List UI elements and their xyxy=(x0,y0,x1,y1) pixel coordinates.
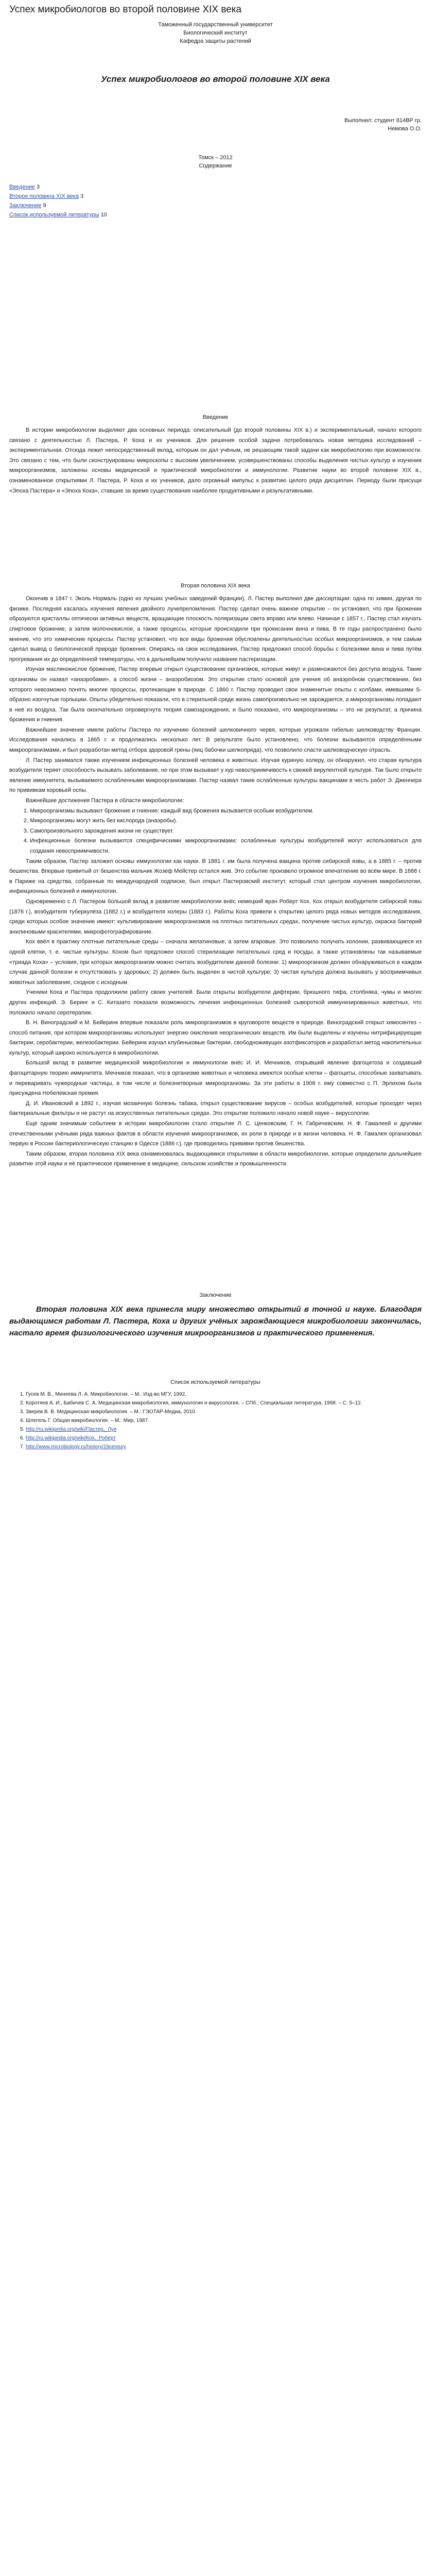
contents-label: Содержание xyxy=(199,163,232,169)
achievements-list xyxy=(9,806,422,857)
paragraph: Ещё одним значимым событием в истории микробиологии стало открытие Л. С. Ценковским, Г. Н. Габричевским, Н. Ф. Гамалеей и другими отечественными учёными ряда важных фактов в области изучения микроорганизмов, их роли в природе и в жизни человека. Н. Ф. Гамалея организовал первую в России бактериологическую станцию в Одессе (1886 г.), где проводились прививки против бешенства. xyxy=(9,1121,422,1147)
paragraph: Л. Пастер занимался также изучением инфекционных болезней человека и животных. Изучая куриную холеру, он обнаружил, что старая культура возбудителя теряет способность вызывать заболевание, но при этом вызывает у кур невосприимчивость к свежей вирулентной культуре. Так было открыто явление иммунитета, вызываемого ослабленными микроорганизмами. Пастер назвал такие ослабленные культуры вакцинами в честь работ Э. Дженнера по прививкам коровьей оспы. xyxy=(9,757,422,794)
literature-item: 3. Зверев В. В. Медицинская микробиология. – М.: ГЭОТАР-Медиа, 2010. xyxy=(26,1408,422,1416)
paragraph: Окончив в 1847 г. Эколь Нормаль (одно из лучших учебных заведений Франции), Л. Пастер выполнил две диссертации: одна по химии, другая по физике. Последняя касалась изучения явления двойного лучепреломления. Пастер сделал очень важное открытие – он установил, что при брожении образуются кристаллы оптически активных веществ, вращающие плоскость поляризации света вправо или влево. Начиная с 1857 г., Пастер стал изучать спиртовое брожение, а затем молочнокислое, а также процессы, которые происходили при прокисании вина и пива. В те годы распространено было мнение, что это химические процессы. Пастер установил, что все виды брожения обусловлены деятельностью особых микроорганизмов, и тем самым сделал вывод о биологической природе брожения. Опираясь на свои исследования, Пастер предложил способ борьбы с болезнями вина и пива путём прогревания их до определённой температуры, что в дальнейшем получило название пастеризации. xyxy=(9,596,422,663)
intro-text: В истории микробиологии выделяют два основных периода: описательный (до второй половины XIX в.) и экспериментальный, начало которого связано с деятельностью Л. Пастера, Р. Коха и их учеников. Для решения особой задачи потребовалась новая методика исследований – экспериментальная. Отсюда лежит непосредственный вклад, которым он дал учёным, не решающим такой задачи как микробиологию при возможности. Это связано с тем, что были сконструированы микроскопы с высоким увеличением, усовершенствованы способы выделения чистых культур и изучения микроорганизмов, заложены основы медицинской и практической микробиологии и иммунологии. Развитие науки во второй половине XIX в., ознаменованное открытиями Л. Пастера, Р. Коха и их учеников, дало огромный импульс к развитию целого ряда дисциплин. Периоду были присущи «Эпоха Пастера» и «Эпоха Коха», ставшие за время существования наиболее продуктивными и результативными. xyxy=(9,427,422,494)
paragraph: Таким образом, Пастер заложил основы иммунологии как науки. В 1881 г. им была получена вакцина против сибирской язвы, а в 1885 г. – против бешенства. Впервые привитый от бешенства мальчик Жозеф Мейстер остался жив. Это событие произвело огромное впечатление во всём мире. В 1888 г. в Париже на средства, собранные по международной подписке, был открыт Пастеровский институт, который стал центром изучения микробиологии, инфекционных болезней и иммунологии. xyxy=(9,858,422,895)
work-title: Успех микробиологов во второй половине XIX века xyxy=(101,74,330,84)
title-page xyxy=(9,21,422,45)
table-of-contents xyxy=(9,182,422,219)
literature-list xyxy=(9,1391,422,1451)
literature-link[interactable]: 5. http://ru.wikipedia.org/wiki/Пастер,_Луи xyxy=(26,1426,422,1433)
paragraph: Таким образом, вторая половина XIX века ознаменовалась выдающимися открытиями в области микробиологии, которые определили дальнейшее развитие этой науки и её практическое применение в медицине, сельском хозяйстве и промышленности. xyxy=(9,1150,422,1167)
university-name: Таможенный государственный университет xyxy=(158,22,273,28)
literature-item: 1. Гусев М. В., Минеева Л. А. Микробиология. – М.: Изд-во МГУ, 1992. xyxy=(26,1391,422,1398)
list-item: 4. Инфекционные болезни вызываются специфическими микроорганизмами; ослабленные культуры возбудителей могут использоваться для создания невосприимчивости. xyxy=(30,836,422,856)
paragraph: В. Н. Виноградский и М. Бейеринк впервые показали роль микроорганизмов в круговороте веществ в природе. Виноградский открыл хемосинтез – способ питания, при котором микроорганизмы используют энергию окисления неорганических веществ. Им были выделены и изучены нитрифицирующие бактерии, серобактерии, железобактерии. Бейеринк изучал клубеньковые бактерии, свободноживущих азотфиксаторов и разработал метод накопительных культур, который широко используется в микробиологии. xyxy=(9,1020,422,1056)
literature-link[interactable]: 6. http://ru.wikipedia.org/wiki/Кох,_Роберт xyxy=(26,1434,422,1442)
toc-item[interactable]: Второе половина XIX века 3 xyxy=(9,193,84,199)
author-label: Выполнил: студент 814ВР гр. xyxy=(344,117,422,124)
department-name: Кафедра защиты растений xyxy=(180,38,251,44)
toc-item[interactable]: Введение 3 xyxy=(9,184,40,190)
conclusion-heading: Заключение xyxy=(199,1292,232,1298)
paragraph: Большой вклад в развитие медицинской микробиологии и иммунологии внёс И. И. Мечников, открывший явление фагоцитоза и создавший фагоцитарную теорию иммунитета. Мечников показал, что в организме животных и человека имеются особые клетки – фагоциты, способные захватывать и переваривать чужеродные частицы, в том числе и болезнетворные микроорганизмы. За эти работы в 1908 г. ему совместно с П. Эрлихом была присуждена Нобелевская премия. xyxy=(9,1060,422,1097)
literature-link[interactable]: 7. http://www.microbiology.ru/history/19century xyxy=(26,1443,422,1451)
toc-item[interactable]: Список используемой литературы 10 xyxy=(9,212,108,218)
toc-item[interactable]: Заключение 9 xyxy=(9,202,46,209)
list-item: 2. Микроорганизмы могут жить без кислорода (анаэробы). xyxy=(30,816,422,826)
list-item: 1. Микроорганизмы вызывают брожение и гниение; каждый вид брожения вызывается особым возбудителем. xyxy=(30,806,422,817)
author-name: Немова О.О. xyxy=(388,126,422,132)
paragraph: Одновременно с Л. Пастером большой вклад в развитие микробиологии внёс немецкий врач Роберт Кох. Кох открыл возбудителя сибирской язвы (1876 г.), возбудителя туберкулёза (1882 г.) и возбудителя холеры (1883 г.). Работы Коха привели к открытию целого ряда новых методов исследования, среди которых особое значение имеют: культивирование микроорганизмов на плотных питательных средах, получение чистых культур, окраска бактерий анилиновыми красителями, микрофотографирование. xyxy=(9,898,422,935)
paragraph: Кох ввёл в практику плотные питательные среды – сначала желатиновые, а затем агаровые. Это позволило получать колонии, развивающиеся из одной клетки, т. е. чистые культуры. Кохом был предложен способ стерилизации питательных сред и посуды, а также установлены так называемые «триада Коха» – условия, при которых микроорганизм можно считать возбудителем данной болезни: 1) микроорганизм должен обнаруживаться в каждом случае данной болезни и отсутствовать у здоровых; 2) должен быть выделен в чистой культуре; 3) чистая культура должна вызывать у восприимчивых животных заболевание, сходное с исходным. xyxy=(9,939,422,986)
literature-heading: Список используемой литературы xyxy=(170,1379,260,1385)
literature-item: 4. Шлегель Г. Общая микробиология. – М.: Мир, 1987. xyxy=(26,1417,422,1425)
city-year: Томск – 2012 xyxy=(198,155,233,161)
conclusion-text: Вторая половина XIX века принесла миру множество открытий в точной и науке. Благодаря выдающимся работам Л. Пастера, Коха и других учёных зарождающиеся микробиологии закончилась, настало время физиологического изучения микроорганизмов и практического применения. xyxy=(9,1305,422,1337)
document-page xyxy=(0,3,436,1472)
list-item: 3. Самопроизвольного зарождения жизни не существует. xyxy=(30,826,422,837)
paragraph: Д. И. Ивановский в 1892 г., изучая мозаичную болезнь табака, открыл существование вирусов – особых возбудителей, которые проходят через бактериальные фильтры и не растут на искусственных питательных средах. Это открытие положило начало новой науке – вирусологии. xyxy=(9,1100,422,1117)
paragraph: Важнейшее значение имели работы Пастера по изучению болезней шелковичного червя, которые угрожали гибелью шелководству Франции. Исследования начались в 1865 г. и продолжались несколько лет. В результате было установлено, что болезни вызываются определёнными микроорганизмами, и был разработан метод отбора здоровой грены (яиц бабочки шелкопряда), что позволило спасти шелководческую отрасль. xyxy=(9,726,422,754)
author-block xyxy=(9,116,422,133)
institute-name: Биологический институт xyxy=(183,30,248,36)
second-half-heading: Вторая половина XIX века xyxy=(181,583,250,589)
literature-item: 2. Коротяев А. И., Бабичев С. А. Медицинская микробиология, иммунология и вирусология. – СПб.: Специальная литература, 1998. – С. 5–12. xyxy=(26,1399,422,1407)
list-intro: Важнейшие достижения Пастера в области микробиологии: xyxy=(26,798,184,804)
document-title: Успех микробиологов во второй половине XIX века xyxy=(9,4,242,15)
paragraph: Ученики Коха и Пастера продолжили работу своих учителей. Были открыты возбудители дифтерии, брюшного тифа, столбняка, чумы и многих других инфекций. Э. Беринг и С. Китазато показали возможность лечения инфекционных болезней сывороткой иммунизированных животных, что положило начало серотерапии. xyxy=(9,989,422,1016)
intro-heading: Введение xyxy=(202,414,229,420)
paragraph: Изучая маслянокислое брожение, Пастер впервые открыл существование организмов, которые живут и размножаются без доступа воздуха. Такие организмы он назвал «анаэробами», а способ жизни – анаэробиозом. Это открытие стало основой для учения об анаэробном существовании, без которого невозможно понять многие процессы, протекающие в природе. С 1860 г. Пастер проводил свои знаменитые опыты с колбами, имевшими S-образно изогнутые горлышки. Опыты убедительно показали, что в стерильной среде жизнь самопроизвольно не зарождается, а микроорганизмы попадают в неё из воздуха. Так была окончательно опровергнута теория самозарождения, и было показано, что микроорганизмы – это не результат, а причина брожения и гниения. xyxy=(9,666,422,723)
